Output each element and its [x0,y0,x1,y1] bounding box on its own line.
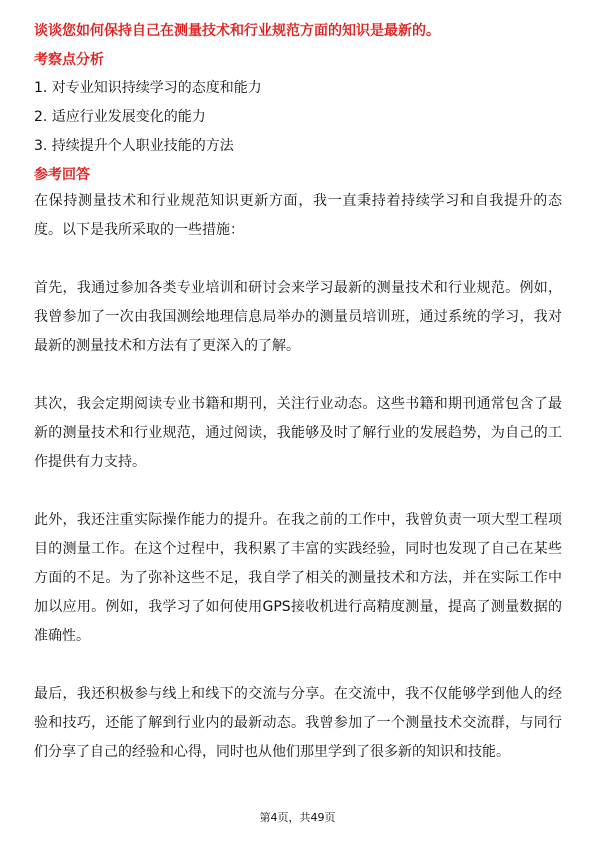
analysis-point: 3. 持续提升个人职业技能的方法 [34,138,234,154]
document-page [34,20,562,767]
analysis-point: 1. 对专业知识持续学习的态度和能力 [34,80,262,96]
analysis-point: 2. 适应行业发展变化的能力 [34,109,206,125]
answer-paragraph: 最后，我还积极参与线上和线下的交流与分享。在交流中，我不仅能够学到他人的经验和技巧，还能了解到行业内的最新动态。我曾参加了一个测量技术交流群，与同行们分享了自己的经验和心得，同时也从他们那里学到了很多新的知识和技能。 [34,686,562,760]
analysis-title: 考察点分析 [34,52,104,68]
answer-paragraph: 在保持测量技术和行业规范知识更新方面，我一直秉持着持续学习和自我提升的态度。以下是我所采取的一些措施： [34,193,562,238]
answer-paragraph: 其次，我会定期阅读专业书籍和期刊，关注行业动态。这些书籍和期刊通常包含了最新的测量技术和行业规范，通过阅读，我能够及时了解行业的发展趋势，为自己的工作提供有力支持。 [34,396,562,470]
question-heading: 谈谈您如何保持自己在测量技术和行业规范方面的知识是最新的。 [34,23,440,39]
page-number: 第4页，共49页 [259,811,336,824]
answer-paragraph: 首先，我通过参加各类专业培训和研讨会来学习最新的测量技术和行业规范。例如，我曾参加了一次由我国测绘地理信息局举办的测量员培训班，通过系统的学习，我对最新的测量技术和方法有了更深入的了解。 [34,280,562,354]
answer-title: 参考回答 [34,167,90,183]
answer-paragraph: 此外，我还注重实际操作能力的提升。在我之前的工作中，我曾负责一项大型工程项目的测量工作。在这个过程中，我积累了丰富的实践经验，同时也发现了自己在某些方面的不足。为了弥补这些不足，我自学了相关的测量技术和方法，并在实际工作中加以应用。例如，我学习了如何使用GPS接收机进行高精度测量，提高了测量数据的准确性。 [34,512,562,644]
